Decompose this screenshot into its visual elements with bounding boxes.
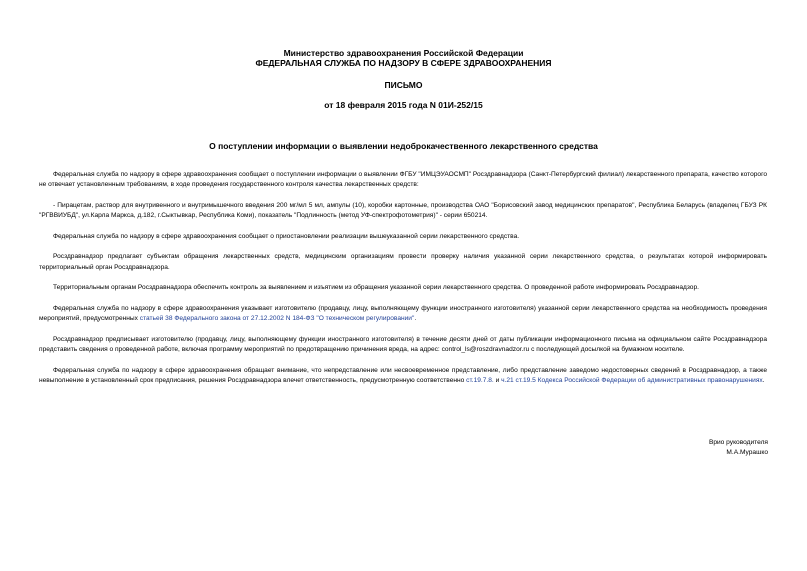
paragraph-2: - Пирацетам, раствор для внутривенного и внутримышечного введения 200 мг/мл 5 мл, ампулы (10), коробки картонные, производства ОАО "Борисовский завод медицинских препаратов", Республика Беларусь (владелец ГБУЗ РК "РГВВИУБД", ул.Карла Маркса, д.182, г.Сыктывкар, Республика Коми), показатель "Подлинность (метод УФ-спектрофотометрия)" - серии 650214.: [39, 201, 767, 220]
signatory-name: М.А.Мурашко: [726, 449, 768, 457]
paragraph-7: Росздравнадзор предписывает изготовителю (продавцу, лицу, выполняющему функции иностранного изготовителя) в течение десяти дней от даты публикации информационного письма на официальном сайте Росздравнадзора представить сведения о проведенной работе, включая программу мероприятий по предотвращению причинения вреда, на адрес: control_ls@roszdravnadzor.ru с последующей досылкой на бумажном носителе.: [39, 335, 767, 354]
paragraph-5: Территориальным органам Росздравнадзора обеспечить контроль за выявлением и изъятием из обращения указанной серии лекарственного средства. О проведенной работе информировать Росздравнадзор.: [53, 284, 699, 292]
paragraph-8-end: .: [762, 376, 765, 384]
paragraph-1: Федеральная служба по надзору в сфере здравоохранения сообщает о поступлении информации о выявлении ФГБУ "ИМЦЭУАОСМП" Росздравнадзора (Санкт-Петербургский филиал) лекарственного препарата, качество которого не отвечает установленным требованиям, в ходе проведения государственного контроля качества лекарственных средств:: [39, 171, 767, 189]
paragraph-3: Федеральная служба по надзору в сфере здравоохранения сообщает о приостановлении реализации вышеуказанной серии лекарственного средства.: [53, 232, 520, 240]
paragraph-8: [39, 366, 767, 387]
signature-block: [709, 438, 768, 459]
paragraph-8-text: Федеральная служба по надзору в сфере здравоохранения обращает внимание, что непредставление или несвоевременное представление, либо представление заведомо недостоверных сведений в Росздравнадзор, а также невыполнение в установленный срок предписания, решения Росздравнадзора влечет ответственность, предусмотренную соответственно: [39, 366, 767, 384]
article-19-7-8-link[interactable]: ст.19.7.8.: [466, 376, 494, 384]
document-date-number: от 18 февраля 2015 года N 01И-252/15: [324, 100, 483, 110]
document-type: ПИСЬМО: [384, 80, 423, 90]
paragraph-6: [39, 304, 767, 325]
ministry-name: Министерство здравоохранения Российской Федерации: [283, 48, 524, 58]
document-body: [39, 170, 767, 397]
paragraph-4: Росздравнадзор предлагает субъектам обращения лекарственных средств, медицинским организациям провести проверку наличия указанной серии лекарственного средства, о результатах которой информировать территориальный орган Росздравнадзора.: [39, 253, 767, 271]
agency-name: ФЕДЕРАЛЬНАЯ СЛУЖБА ПО НАДЗОРУ В СФЕРЕ ЗДРАВООХРАНЕНИЯ: [255, 58, 552, 68]
paragraph-8-conjunction: и: [493, 376, 502, 384]
paragraph-6-text: Федеральная служба по надзору в сфере здравоохранения указывает изготовителю (продавцу, лицу, выполняющему функции иностранного изготовителя) указанной серии лекарственного средства на необходимость проведения мероприятий, предусмотренных: [39, 304, 767, 323]
signatory-position: Врио руководителя: [708, 439, 768, 446]
paragraph-6-end: .: [414, 315, 417, 323]
law-184-fz-link[interactable]: статьей 38 Федерального закона от 27.12.2002 N 184-ФЗ "О техническом регулировании": [139, 315, 415, 323]
koap-article-19-5-link[interactable]: ч.21 ст.19.5 Кодекса Российской Федерации об административных правонарушениях: [501, 376, 763, 384]
document-title: О поступлении информации о выявлении недоброкачественного лекарственного средства: [209, 141, 598, 151]
